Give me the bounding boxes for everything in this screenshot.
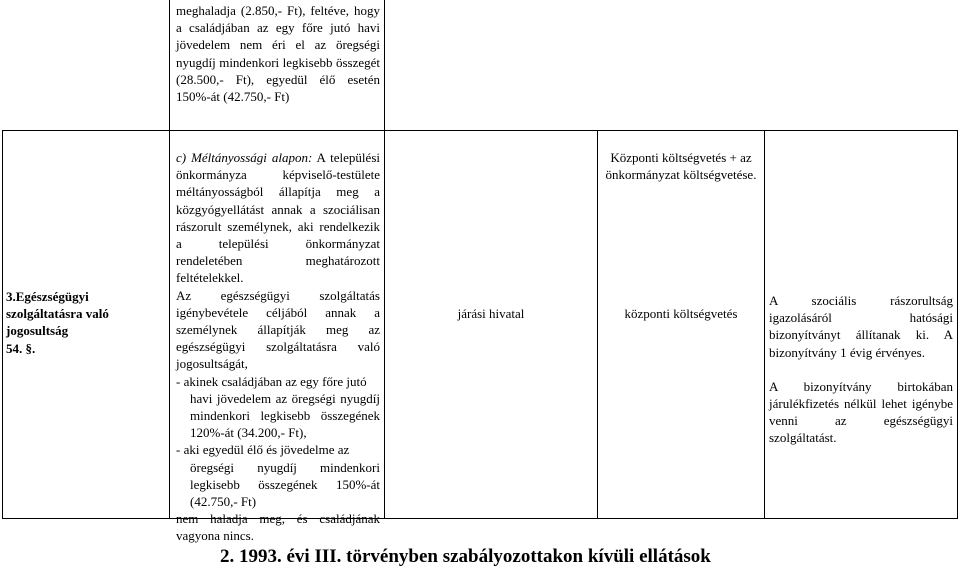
legal-reference: 54. §.	[6, 340, 36, 356]
notes-paragraph-1: A szociális rászorultság igazolásáról hatósági bizonyítványt állítanak ki. A bizonyítvány 1 évig érvényes.	[769, 293, 953, 360]
equity-label: Méltányossági alapon:	[191, 150, 313, 165]
equity-text: A települési önkormányza képviselő-testülete méltányosságból állapítja meg a közgyógyellátást annak a szociálisan rászorult személynek, aki rendelkezik a települési önkormányzat rendeletében meghatározott feltételekkel.	[176, 150, 380, 286]
service-title: 3.Egészségügyi szolgáltatásra való jogosultság	[6, 289, 109, 339]
top-cell-paragraph: meghaladja (2.850,- Ft), feltéve, hogy a családjában az egy főre jutó havi jövedelem nem éri el az öregségi nyugdíj mindenkori legkisebb összegét (28.500,- Ft), egyedül élő esetén 150%-át (42.750,- Ft)	[176, 3, 380, 105]
equity-prefix: c)	[176, 150, 192, 165]
intro-paragraph: Az egészségügyi szolgáltatás igénybevétele céljából annak a személynek állapítják meg az egészségügyi szolgáltatásra való jogosultságát,	[176, 287, 380, 372]
funding-top-cell	[605, 149, 757, 183]
condition-2-lead: - aki egyedül élő és jövedelme az	[176, 442, 350, 458]
equity-paragraph	[176, 149, 380, 287]
funding-top-text: Központi költségvetés + az önkormányzat költségvetése.	[605, 150, 757, 183]
condition-1	[176, 373, 380, 442]
service-title-cell	[6, 288, 166, 357]
col-divider-4	[764, 130, 765, 519]
condition-1-lead: - akinek családjában az egy főre jutó	[176, 373, 367, 389]
section-heading: 2. 1993. évi III. törvényben szabályozottakon kívüli ellátások	[220, 546, 711, 567]
col-divider-1	[169, 130, 170, 519]
authority-cell	[385, 305, 597, 322]
condition-2	[176, 441, 380, 510]
row-top-border	[2, 130, 957, 131]
top-cell-left-border	[169, 0, 170, 130]
row-bottom-border	[2, 518, 957, 519]
condition-2-rest: öregségi nyugdíj mindenkori legkisebb összegének 150%-át (42.750,- Ft)	[190, 459, 380, 510]
top-cell-right-border	[384, 0, 385, 130]
eligibility-cell	[176, 149, 380, 545]
funding-middle-text: központi költségvetés	[624, 306, 738, 321]
funding-middle-cell	[598, 305, 764, 322]
top-cell-text	[176, 2, 380, 105]
notes-paragraph-2: A bizonyítvány birtokában járulékfizetés nélkül lehet igénybe venni az egészségügyi szolgáltatást.	[769, 378, 953, 446]
col-divider-3	[597, 130, 598, 519]
notes-cell	[769, 292, 953, 447]
condition-1-rest: havi jövedelem az öregségi nyugdíj mindenkori legkisebb összegének 120%-át (34.200,- Ft),	[190, 390, 380, 441]
table-left-border	[2, 130, 3, 519]
closing-paragraph: nem haladja meg, és családjának vagyona nincs.	[176, 511, 380, 544]
table-right-border	[957, 130, 958, 519]
authority-text: járási hivatal	[457, 306, 525, 321]
col-divider-2	[384, 130, 385, 519]
